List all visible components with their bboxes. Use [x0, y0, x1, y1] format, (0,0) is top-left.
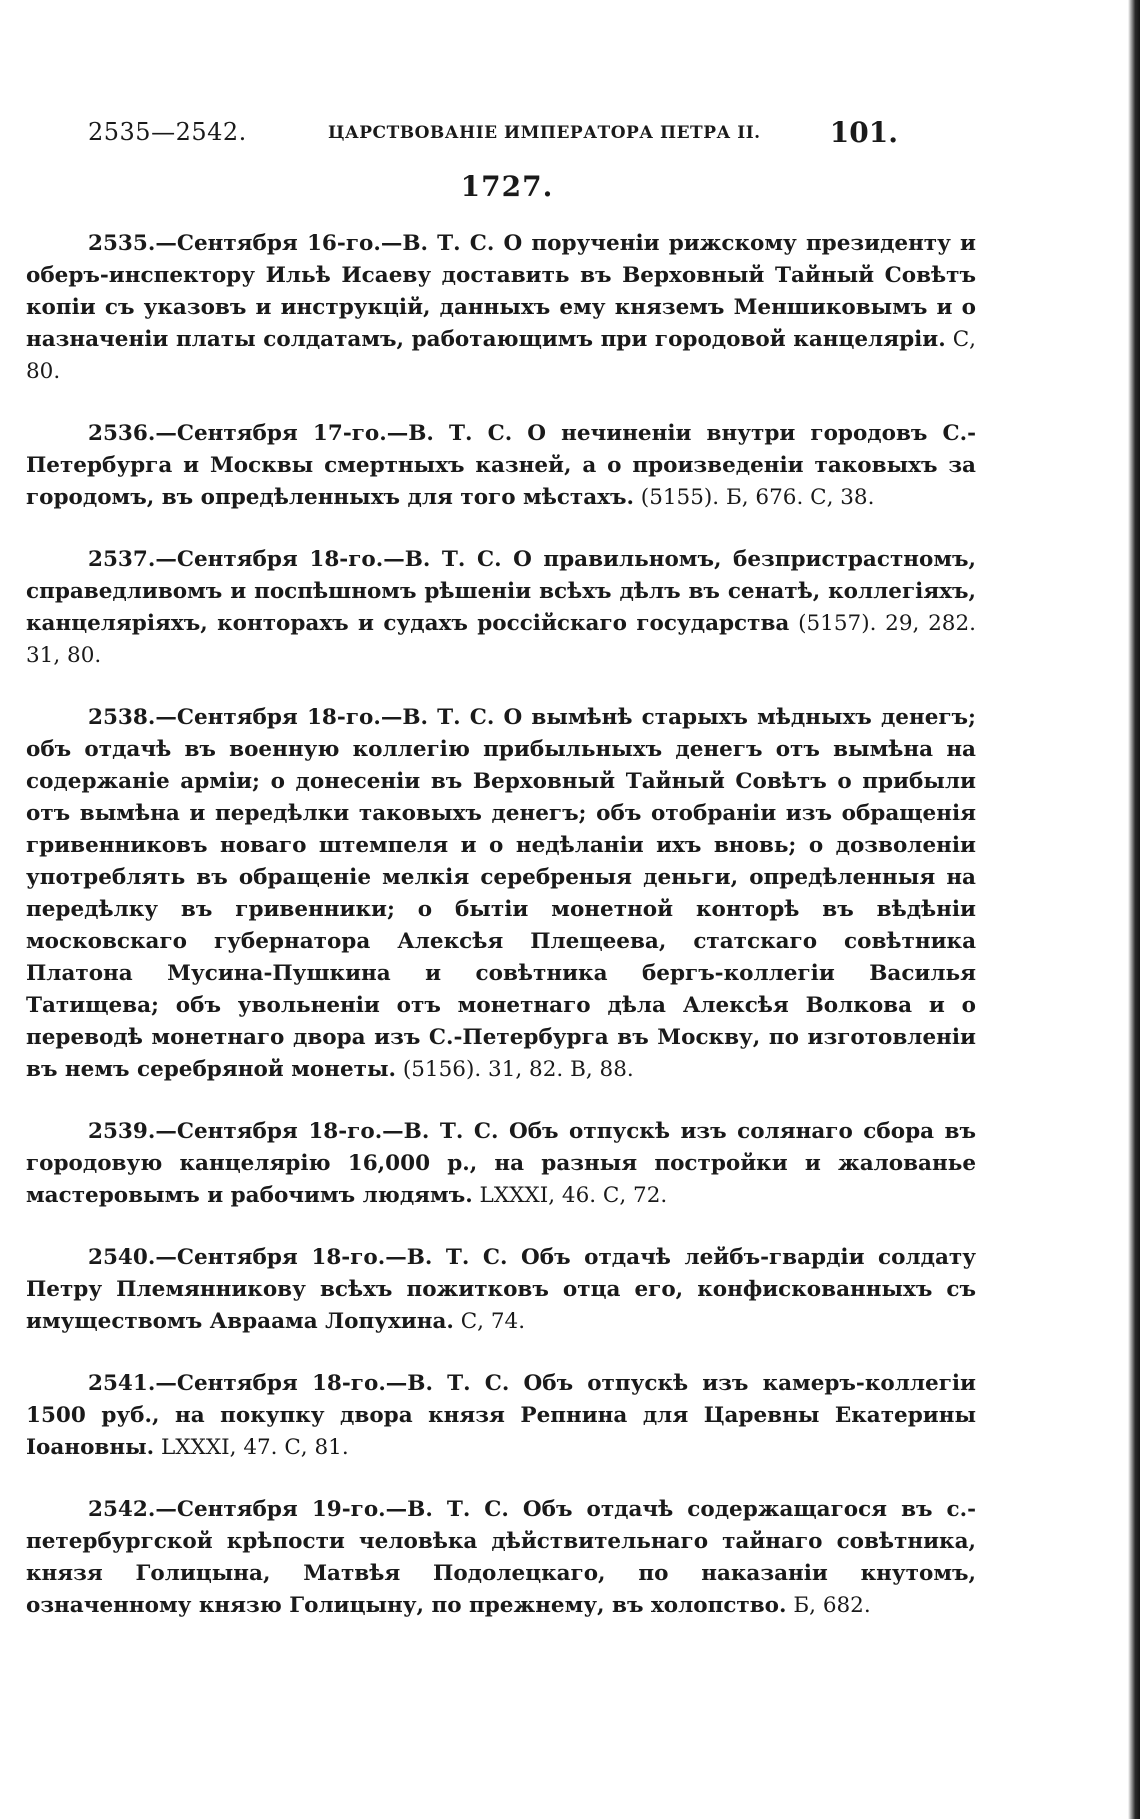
- entry-date: —Сентября 18-го.—В. Т. С.: [155, 705, 495, 730]
- entry-2538: [26, 702, 976, 1086]
- entry-text: О вымѣнѣ старыхъ мѣдныхъ денегъ; объ отдачѣ въ военную коллегію прибыльныхъ денегъ отъ вымѣна на содержаніе арміи; о донесеніи въ Верховный Тайный Совѣтъ о прибыли отъ вымѣна и передѣлки таковыхъ денегъ; объ отобраніи изъ обращенія гривенниковъ новаго штемпеля и о недѣланіи ихъ вновь; о дозволеніи употреблять въ обращеніе мелкія серебреныя деньги, опредѣленныя на передѣлку въ гривенники; о бытіи монетной конторѣ въ вѣдѣніи московскаго губернатора Алексѣя Плещеева, статскаго совѣтника Платона Мусина-Пушкина и совѣтника бергъ-коллегіи Василья Татищева; объ увольненіи отъ монетнаго дѣла Алексѣя Волкова и о переводѣ монетнаго двора изъ С.-Петербурга въ Москву, по изготовленіи въ немъ серебряной монеты.: [26, 705, 976, 1082]
- entry-text: О нечиненіи внутри городовъ С.-Петербурга и Москвы смертныхъ казней, а о произведеніи таковыхъ за городомъ, въ опредѣленныхъ для того мѣстахъ.: [26, 421, 976, 510]
- entry-2535: [26, 228, 976, 388]
- entry-number: 2535.: [88, 231, 156, 256]
- entry-range: 2535—2542.: [88, 118, 247, 146]
- entry-date: —Сентября 19-го.—В. Т. С.: [155, 1497, 509, 1522]
- entry-number: 2540.: [88, 1245, 156, 1270]
- year-heading: 1727.: [460, 170, 554, 203]
- entry-date: —Сентября 17-го.—В. Т. С.: [155, 421, 513, 446]
- scan-edge-shadow: [1128, 0, 1140, 1819]
- entry-2542: [26, 1494, 976, 1622]
- entries-list: [26, 228, 976, 1652]
- entry-text: Объ отдачѣ лейбъ-гвардіи солдату Петру Племянникову всѣхъ пожитковъ отца его, конфискованныхъ съ имуществомъ Авраама Лопухина.: [26, 1245, 976, 1334]
- entry-2536: [26, 418, 976, 514]
- entry-source: LXXXI, 46. С, 72.: [472, 1183, 668, 1208]
- entry-source: LXXXI, 47. С, 81.: [154, 1435, 349, 1460]
- entry-source: (5156). 31, 82. В, 88.: [396, 1057, 634, 1082]
- entry-text: Объ отпускѣ изъ солянаго сбора въ городовую канцелярію 16,000 р., на разныя постройки и жалованье мастеровымъ и рабочимъ людямъ.: [26, 1119, 976, 1208]
- entry-number: 2541.: [88, 1371, 156, 1396]
- running-title: ЦАРСТВОВАНІЕ ИМПЕРАТОРА ПЕТРА II.: [328, 123, 761, 143]
- entry-2540: [26, 1242, 976, 1338]
- entry-2539: [26, 1116, 976, 1212]
- entry-number: 2542.: [88, 1497, 156, 1522]
- page-number: 101.: [829, 116, 898, 149]
- entry-number: 2536.: [88, 421, 156, 446]
- entry-source: С, 74.: [453, 1309, 526, 1334]
- entry-date: —Сентября 18-го.—В. Т. С.: [155, 1119, 499, 1144]
- entry-number: 2537.: [88, 547, 156, 572]
- entry-2537: [26, 544, 976, 672]
- entry-number: 2538.: [88, 705, 156, 730]
- entry-date: —Сентября 18-го.—В. Т. С.: [155, 547, 502, 572]
- page-header: [88, 118, 898, 158]
- entry-2541: [26, 1368, 976, 1464]
- entry-number: 2539.: [88, 1119, 156, 1144]
- entry-source: С, 80.: [26, 327, 977, 384]
- entry-date: —Сентября 16-го.—В. Т. С.: [155, 231, 495, 256]
- entry-source: Б, 682.: [786, 1593, 871, 1618]
- entry-date: —Сентября 18-го.—В. Т. С.: [155, 1245, 508, 1270]
- entry-text: О правильномъ, безпристрастномъ, справедливомъ и поспѣшномъ рѣшеніи всѣхъ дѣлъ въ сенатѣ, коллегіяхъ, канцеляріяхъ, конторахъ и судахъ россійскаго государства: [26, 547, 976, 636]
- entry-source: (5155). Б, 676. С, 38.: [633, 485, 875, 510]
- entry-date: —Сентября 18-го.—В. Т. С.: [155, 1371, 510, 1396]
- entry-text: Объ отпускѣ изъ камеръ-коллегіи 1500 руб., на покупку двора князя Репнина для Царевны Екатерины Іоановны.: [26, 1371, 976, 1460]
- entry-source: (5157). 29, 282. 31, 80.: [26, 611, 976, 668]
- entry-text: О порученіи рижскому президенту и оберъ-инспектору Ильѣ Исаеву доставить въ Верховный Тайный Совѣтъ копіи съ указовъ и инструкцій, данныхъ ему княземъ Меншиковымъ и о назначеніи платы солдатамъ, работающимъ при городовой канцеляріи.: [26, 231, 976, 352]
- entry-text: Объ отдачѣ содержащагося въ с.-петербургской крѣпости человѣка дѣйствительнаго тайнаго совѣтника, князя Голицына, Матвѣя Подолецкаго, по наказаніи кнутомъ, означенному князю Голицыну, по прежнему, въ холопство.: [26, 1497, 977, 1618]
